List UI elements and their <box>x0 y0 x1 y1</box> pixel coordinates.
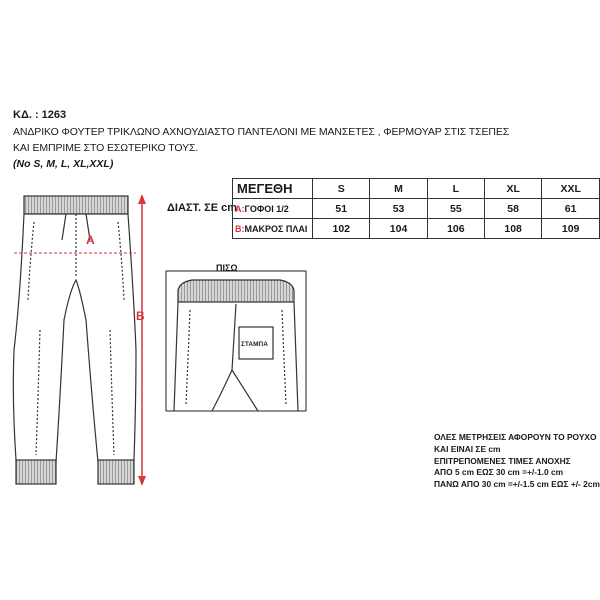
size-header-xxl: XXL <box>542 179 600 199</box>
note-line-3: ΕΠΙΤΡΕΠΟΜΕΝΕΣ ΤΙΜΕΣ ΑΝΟΧΗΣ <box>434 456 571 466</box>
front-waistband <box>24 196 128 214</box>
table-cell: 61 <box>542 199 600 219</box>
note-line-2: ΚΑΙ ΕΙΝΑΙ ΣΕ cm <box>434 444 501 454</box>
row-letter-b: B: <box>235 223 245 234</box>
table-cell: 102 <box>313 219 370 239</box>
size-header-s: S <box>313 179 370 199</box>
table-cell: 58 <box>485 199 542 219</box>
table-cell: 104 <box>370 219 427 239</box>
measure-b <box>136 194 146 486</box>
note-line-4: ΑΠΟ 5 cm ΕΩΣ 30 cm =+/-1.0 cm <box>434 467 564 477</box>
product-description-line1: ΑΝΔΡΙΚΟ ΦΟΥΤΕΡ ΤΡΙΚΛΩΝΟ ΑΧΝΟΥΔΙΑΣΤΟ ΠΑΝΤΕΛΟΝΙ ΜΕ ΜΑΝΣΕΤΕΣ , ΦΕΡΜΟΥΑΡ ΣΤΙΣ ΤΣΕΠΕΣ <box>13 126 510 138</box>
table-cell: 108 <box>485 219 542 239</box>
row-letter-a: A: <box>235 203 245 214</box>
row-text-length: ΜΑΚΡΟΣ ΠΛΑΙ <box>244 223 308 234</box>
back-view-title: ΠΙΣΩ <box>216 263 238 273</box>
sizes-note: (No S, M, L, XL,XXL) <box>13 158 114 170</box>
size-header-l: L <box>427 179 484 199</box>
product-description-line2: ΚΑΙ ΕΜΠΡΙΜΕ ΣΤΟ ΕΣΩΤΕΡΙΚΟ ΤΟΥΣ. <box>13 142 199 154</box>
dimensions-label: ΔΙΑΣΤ. ΣΕ cm <box>167 202 238 214</box>
size-header-m: M <box>370 179 427 199</box>
product-code: ΚΔ. : 1263 <box>13 109 67 121</box>
table-cell: 53 <box>370 199 427 219</box>
note-line-5: ΠΑΝΩ ΑΠΟ 30 cm =+/-1.5 cm ΕΩΣ +/- 2cm <box>434 479 600 489</box>
print-label: ΣΤΑΜΠΑ <box>241 341 268 348</box>
table-cell: 109 <box>542 219 600 239</box>
table-cell: 55 <box>427 199 484 219</box>
front-pants-drawing <box>13 196 136 484</box>
size-header-xl: XL <box>485 179 542 199</box>
table-cell: 51 <box>313 199 370 219</box>
note-line-1: ΟΛΕΣ ΜΕΤΡΗΣΕΙΣ ΑΦΟΡΟΥΝ ΤΟ ΡΟΥΧΟ <box>434 432 597 442</box>
table-cell: 106 <box>427 219 484 239</box>
front-left-cuff <box>16 460 56 484</box>
size-header-label: ΜΕΓΕΘΗ <box>233 179 313 199</box>
back-waistband <box>178 280 294 302</box>
measure-a-label: A <box>86 233 95 247</box>
row-text-hips: ΓΟΦΟΙ 1/2 <box>244 203 289 214</box>
measure-b-label: B <box>136 309 145 323</box>
front-right-cuff <box>98 460 134 484</box>
